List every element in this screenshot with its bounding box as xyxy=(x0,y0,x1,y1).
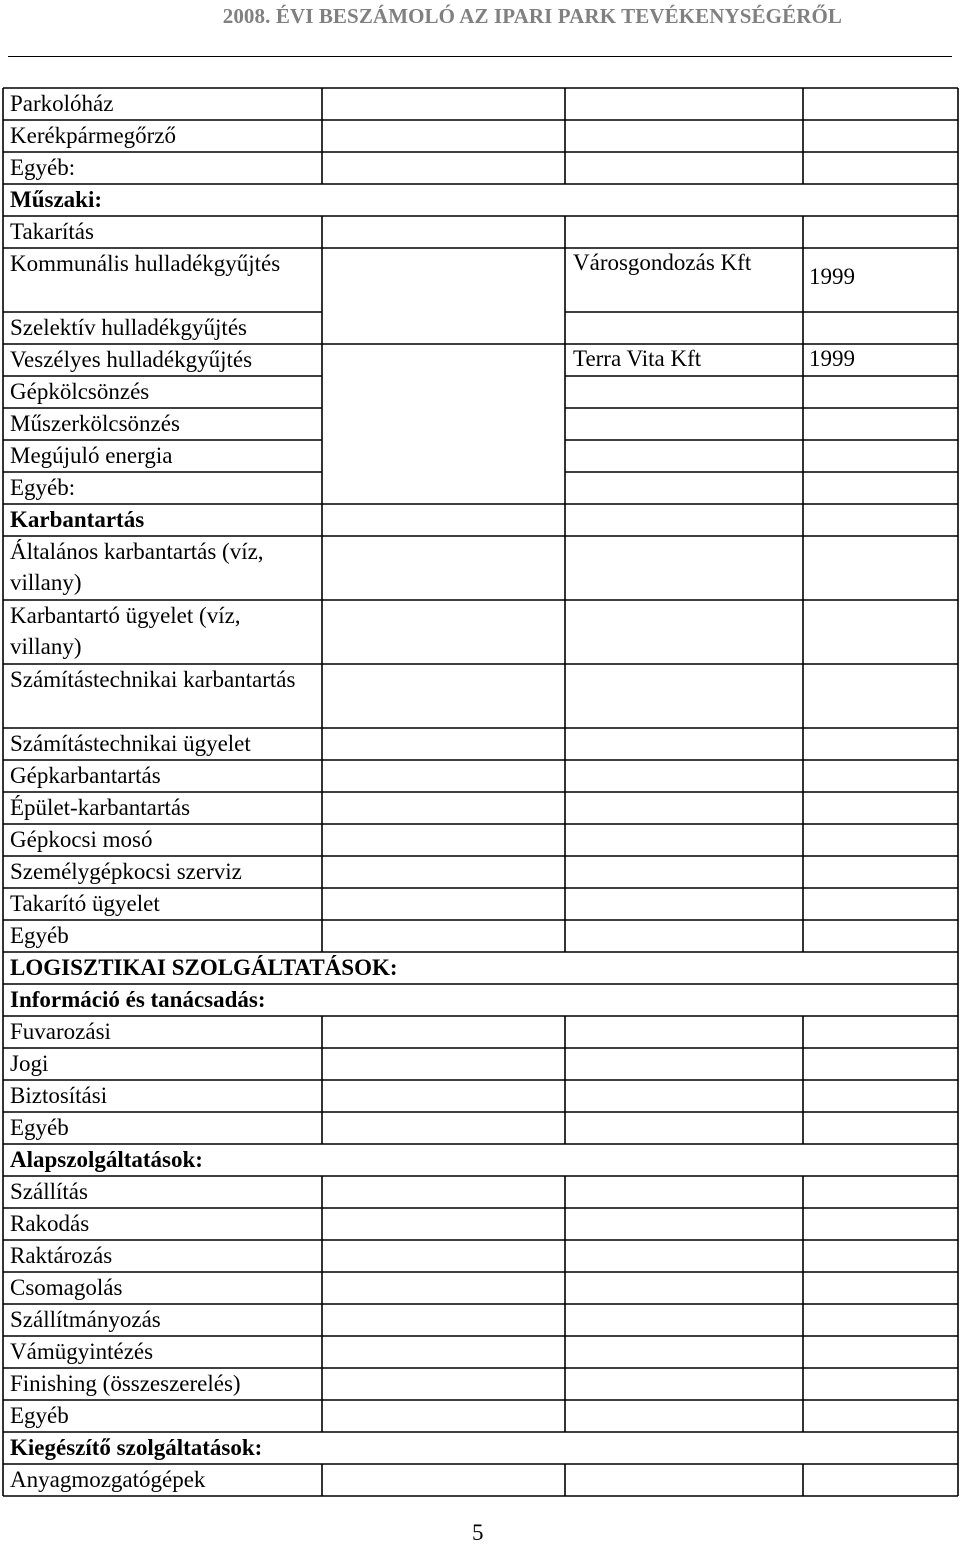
start-year: 1999 xyxy=(809,264,855,289)
start-year: 1999 xyxy=(809,346,855,371)
table-row-label: Kiegészítő szolgáltatások: xyxy=(10,1435,263,1460)
table-row-label: Egyéb xyxy=(10,1115,69,1140)
table-row-label: LOGISZTIKAI SZOLGÁLTATÁSOK: xyxy=(10,955,398,980)
table-row-label: Személygépkocsi szerviz xyxy=(10,859,242,884)
table-row-label: Egyéb xyxy=(10,1403,69,1428)
document-title: 2008. ÉVI BESZÁMOLÓ AZ IPARI PARK TEVÉKENYSÉGÉRŐL xyxy=(222,4,842,28)
table-row-label: Takarító ügyelet xyxy=(10,891,160,916)
table-row-label: Műszerkölcsönzés xyxy=(10,411,180,436)
table-row-label: Biztosítási xyxy=(10,1083,108,1108)
table-row-label: Egyéb: xyxy=(10,475,76,500)
table-row-label: Takarítás xyxy=(10,219,94,244)
table-row-label: Veszélyes hulladékgyűjtés xyxy=(10,347,253,372)
table-row-label: Számítástechnikai karbantartás xyxy=(10,667,296,692)
table-row-label: Fuvarozási xyxy=(10,1019,111,1044)
provider-name: Terra Vita Kft xyxy=(573,346,702,371)
table-row-label: Rakodás xyxy=(10,1211,90,1236)
table-row-label: Karbantartó ügyelet (víz, villany) xyxy=(10,603,241,659)
table-row-label: Szállítmányozás xyxy=(10,1307,161,1332)
table-row-label: Parkolóház xyxy=(10,91,114,116)
table-row-label: Kerékpármegőrző xyxy=(10,123,177,148)
table-row-label: Épület-karbantartás xyxy=(10,795,191,820)
table-row-label: Szelektív hulladékgyűjtés xyxy=(10,315,247,340)
table-row-label: Információ és tanácsadás: xyxy=(10,987,266,1012)
table-row-label: Egyéb: xyxy=(10,155,76,180)
table-row-label: Gépkocsi mosó xyxy=(10,827,153,852)
table-row-label: Finishing (összeszerelés) xyxy=(10,1371,241,1396)
table-row-label: Általános karbantartás (víz, villany) xyxy=(10,539,264,595)
table-row-label: Karbantartás xyxy=(10,507,145,532)
table-row-label: Gépkarbantartás xyxy=(10,763,161,788)
provider-name: Városgondozás Kft xyxy=(573,250,752,275)
table-row-label: Számítástechnikai ügyelet xyxy=(10,731,251,756)
table-row-label: Szállítás xyxy=(10,1179,88,1204)
table-row-label: Jogi xyxy=(10,1051,49,1076)
table-row-label: Kommunális hulladékgyűjtés xyxy=(10,251,281,276)
table-row-label: Gépkölcsönzés xyxy=(10,379,150,404)
table-row-label: Alapszolgáltatások: xyxy=(10,1147,203,1172)
table-row-label: Műszaki: xyxy=(10,187,102,212)
table-row-label: Megújuló energia xyxy=(10,443,173,468)
page-number: 5 xyxy=(472,1520,484,1545)
table-row-label: Raktározás xyxy=(10,1243,113,1268)
table-row-label: Vámügyintézés xyxy=(10,1339,154,1364)
table-row-label: Csomagolás xyxy=(10,1275,123,1300)
table-row-label: Egyéb xyxy=(10,923,69,948)
table-row-label: Anyagmozgatógépek xyxy=(10,1467,206,1492)
